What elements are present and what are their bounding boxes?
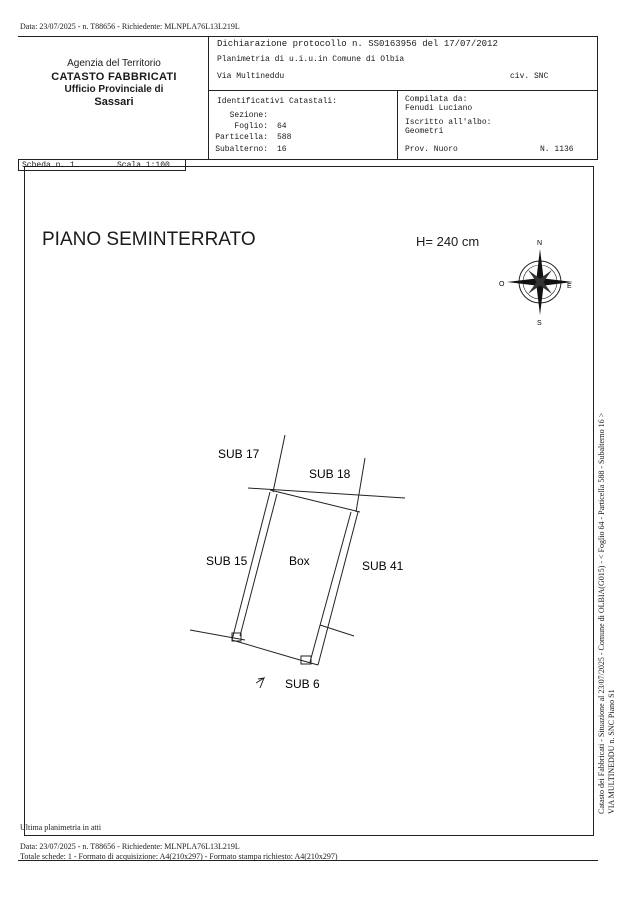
sezione-label: Sezione: bbox=[229, 111, 268, 120]
albo-label: Iscritto all'albo: bbox=[405, 118, 492, 127]
compilata-name: Fenudi Luciano bbox=[405, 104, 473, 113]
label-sub17: SUB 17 bbox=[218, 447, 260, 461]
plan-height: H= 240 cm bbox=[416, 234, 480, 249]
agency-catasto: CATASTO FABBRICATI bbox=[51, 71, 177, 83]
foglio-label: Foglio: bbox=[234, 122, 268, 131]
label-box: Box bbox=[289, 554, 310, 568]
subalterno-label: Subalterno: bbox=[215, 145, 268, 154]
compass-e: E bbox=[567, 283, 572, 290]
label-sub41: SUB 41 bbox=[362, 559, 404, 573]
civico: civ. SNC bbox=[510, 72, 549, 81]
albo-value: Geometri bbox=[405, 127, 444, 136]
planimetria: Planimetria di u.i.u.in Comune di Olbia bbox=[217, 55, 405, 64]
via: Via Multineddu bbox=[217, 72, 285, 81]
label-sub6: SUB 6 bbox=[285, 677, 320, 691]
wall-bottom-left bbox=[190, 630, 245, 640]
compass-o: O bbox=[499, 281, 505, 288]
scala: Scala 1:100 bbox=[117, 161, 170, 170]
scheda: Scheda n. 1 bbox=[22, 161, 75, 170]
box-right-wall-inner bbox=[310, 512, 351, 662]
compass-s: S bbox=[537, 320, 542, 327]
entrance-arrow bbox=[256, 678, 264, 688]
side-text-indirizzo: VIA MULTINEDDU n. SNC Piano S1 bbox=[607, 689, 616, 814]
top-meta: Data: 23/07/2025 - n. T88656 - Richiedente: MLNPLA76L13L219L bbox=[20, 22, 240, 31]
compass-n: N bbox=[537, 240, 543, 247]
agency-name: Agenzia del Territorio bbox=[67, 58, 161, 69]
agency-sassari: Sassari bbox=[94, 96, 134, 108]
label-sub18: SUB 18 bbox=[309, 467, 351, 481]
wall-top-left bbox=[248, 488, 405, 498]
plan-title: PIANO SEMINTERRATO bbox=[42, 229, 256, 250]
compilata-label: Compilata da: bbox=[405, 95, 468, 104]
agency-ufficio: Ufficio Provinciale di bbox=[64, 84, 164, 95]
box-right-wall-outer bbox=[318, 512, 358, 665]
wall-sub18-divider bbox=[356, 458, 365, 512]
footer-data: Data: 23/07/2025 - n. T88656 - Richiedente: MLNPLA76L13L219L bbox=[20, 842, 240, 851]
wall-sub17-divider bbox=[273, 435, 285, 492]
subalterno-value: 16 bbox=[277, 145, 287, 154]
particella-value: 588 bbox=[277, 133, 292, 142]
label-sub15: SUB 15 bbox=[206, 554, 248, 568]
foglio-value: 64 bbox=[277, 122, 287, 131]
ultima-planimetria: Ultima planimetria in atti bbox=[20, 823, 102, 832]
box-bottom-wall bbox=[232, 640, 300, 660]
albo-numero: N. 1136 bbox=[540, 145, 574, 154]
particella-label: Particella: bbox=[215, 133, 268, 142]
identificativi-title: Identificativi Catastali: bbox=[217, 97, 338, 106]
box-top-wall bbox=[270, 490, 360, 512]
footer-totale: Totale schede: 1 - Formato di acquisizione: A4(210x297) - Formato stampa richiesto: A4(210x297) bbox=[20, 852, 338, 861]
dichiarazione: Dichiarazione protocollo n. SS0163956 del 17/07/2012 bbox=[217, 39, 498, 49]
wall-sub41-bottom bbox=[320, 625, 354, 636]
side-text-situazione: Catasto dei Fabbricati - Situazione al 23/07/2025 - Comune di OLBIA(G015) - < Foglio 64 - Particella 588 - Subalterno 16 > bbox=[597, 412, 606, 814]
provincia: Prov. Nuoro bbox=[405, 145, 458, 154]
